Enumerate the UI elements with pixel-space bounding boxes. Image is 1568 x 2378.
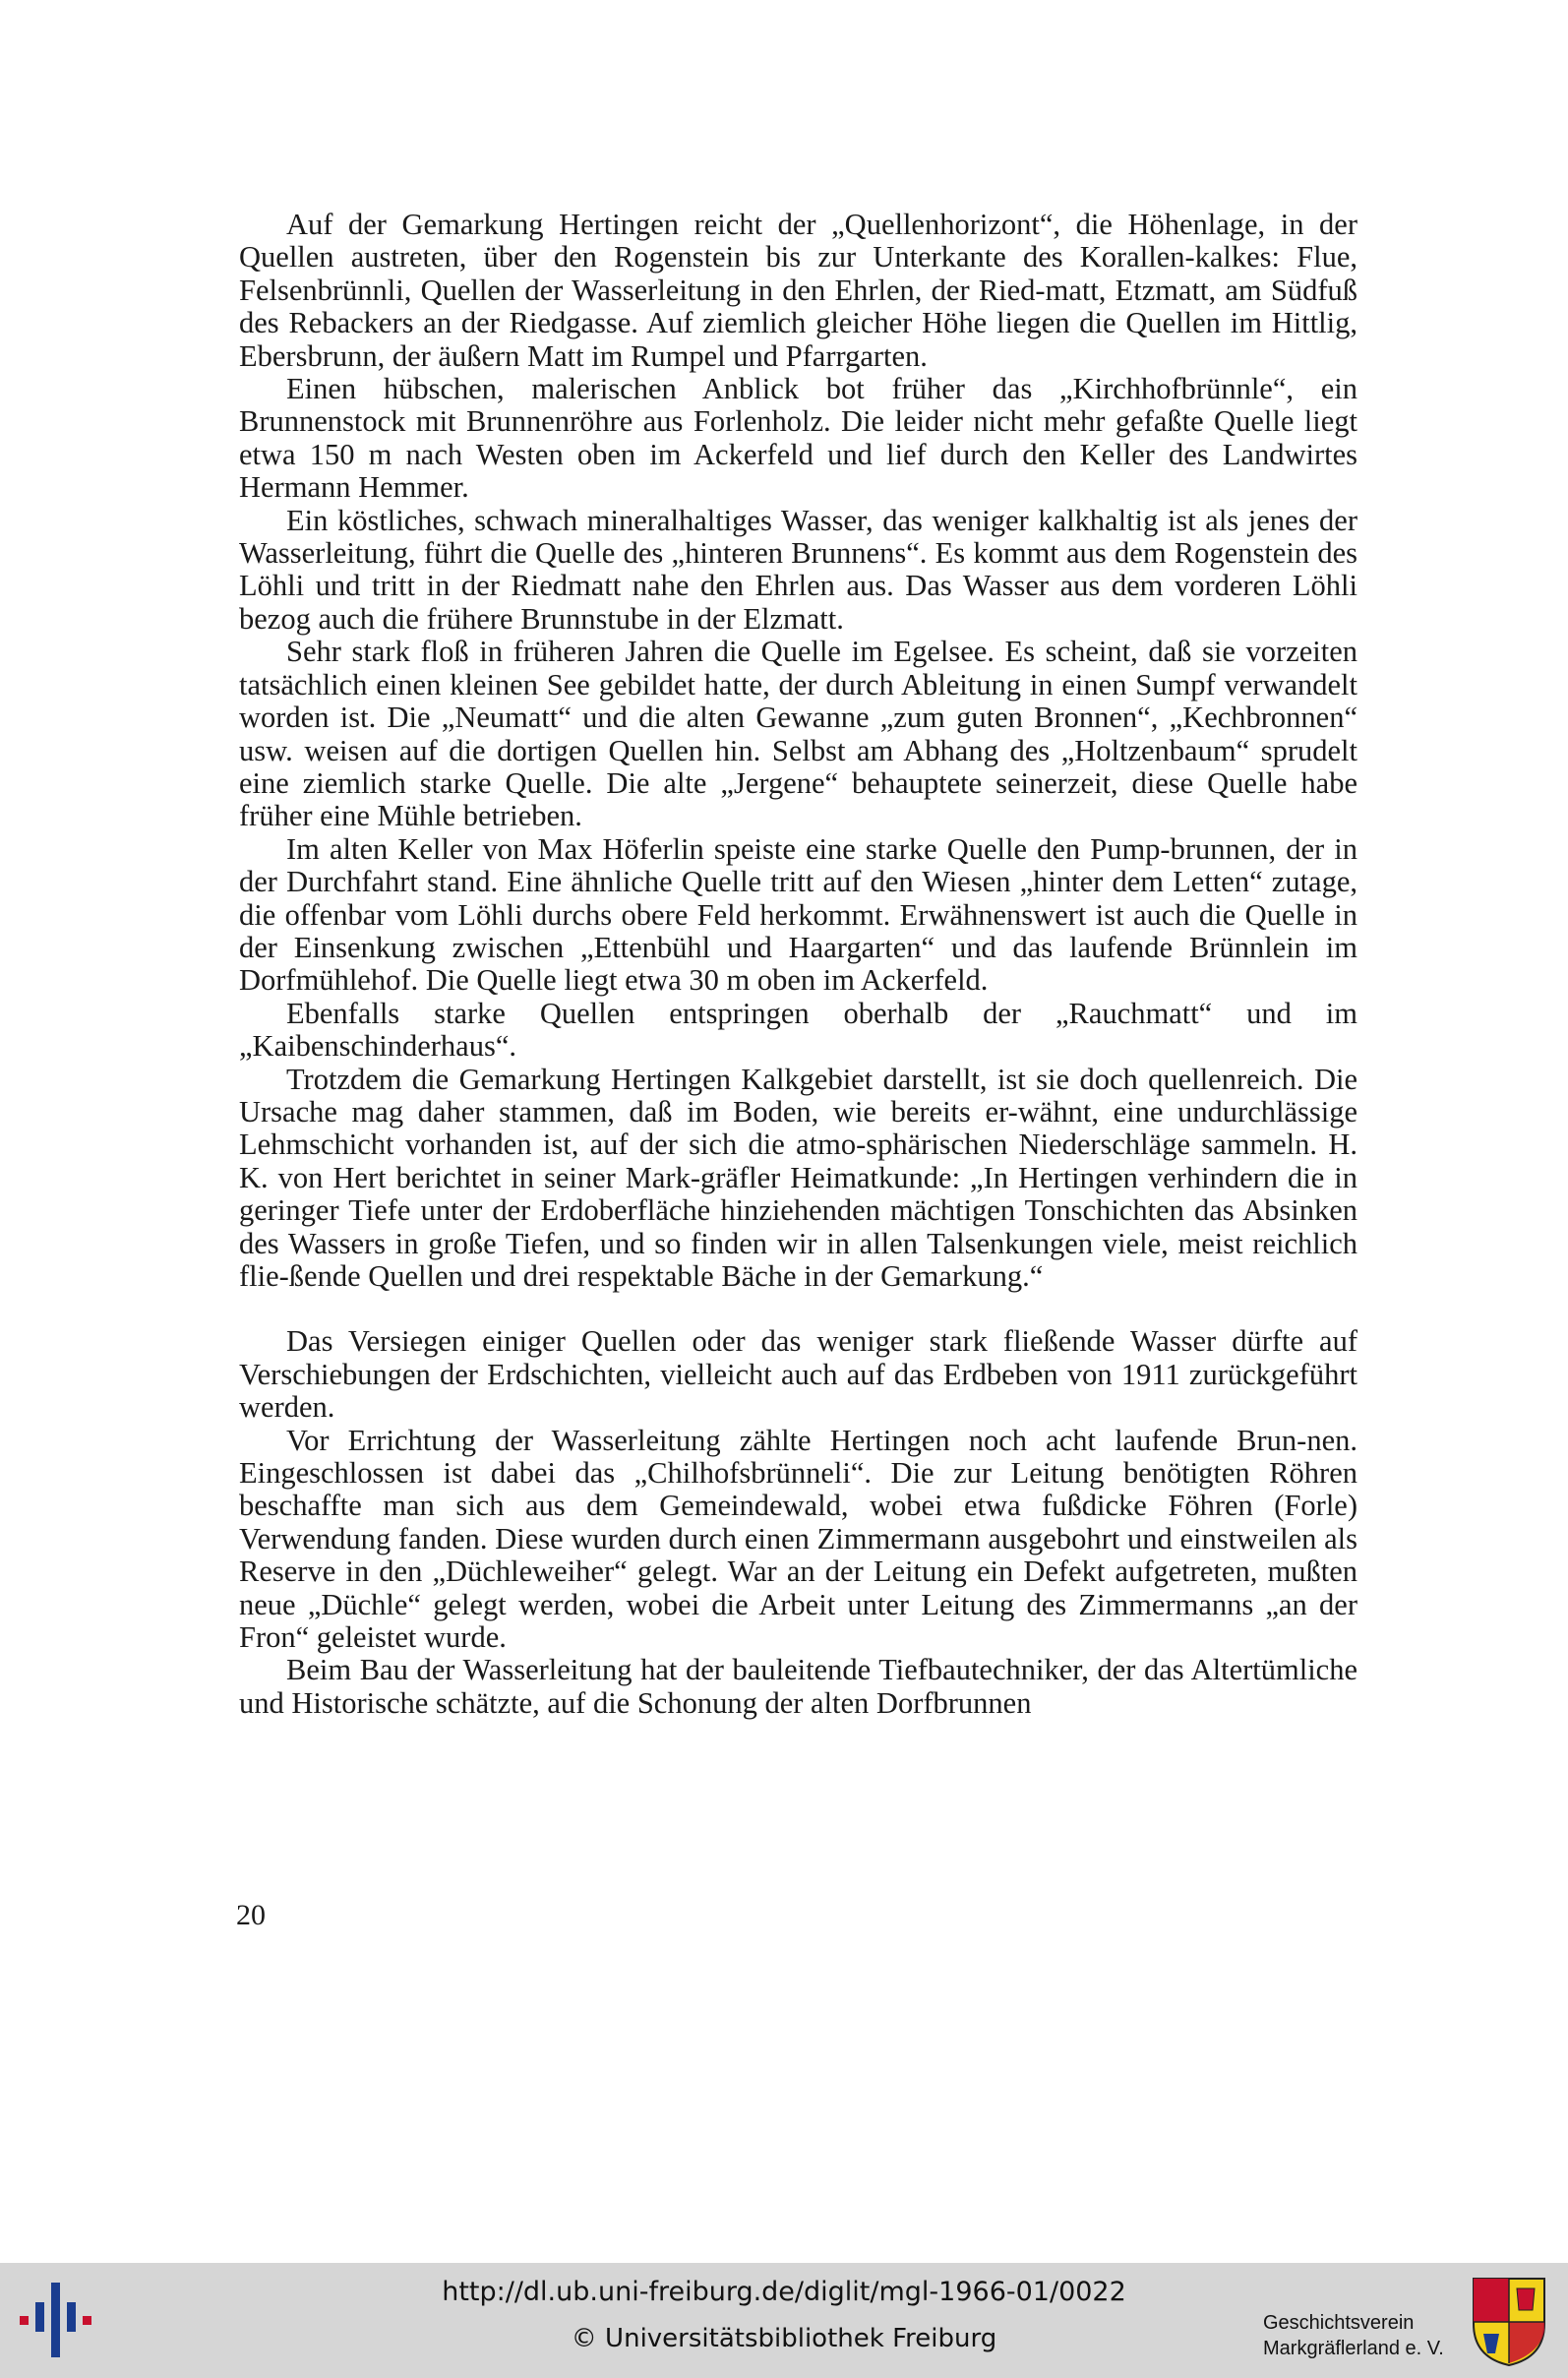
society-line2: Markgräflerland e. V. (1263, 2338, 1444, 2359)
copyright-text: © Universitätsbibliothek Freiburg (571, 2324, 997, 2353)
paragraph: Das Versiegen einiger Quellen oder das weniger stark fließende Wasser dürfte auf Verschiebungen der Erdschichten, vielleicht auch auf das Erdbeben von 1911 zurückgeführt werden. (239, 1324, 1357, 1425)
paragraph: Ebenfalls starke Quellen entspringen oberhalb der „Rauchmatt“ und im „Kaibenschinderhaus“. (239, 996, 1357, 1064)
footer-bar (0, 2263, 1568, 2378)
paragraph: Im alten Keller von Max Höferlin speiste eine starke Quelle den Pump-brunnen, der in der Durchfahrt stand. Eine ähnliche Quelle tritt auf den Wiesen „hinter dem Letten“ zutage, die offenbar vom Löhli durchs obere Feld herkommt. Erwähnenswert ist auch die Quelle in der Einsenkung zwischen „Ettenbühl und Haargarten“ und das laufende Brünnlein im Dorfmühlehof. Die Quelle liegt etwa 30 m oben im Ackerfeld. (239, 831, 1357, 998)
paragraph: Trotzdem die Gemarkung Hertingen Kalkgebiet darstellt, ist sie doch quellenreich. Die Ursache mag daher stammen, daß im Boden, wie bereits er-wähnt, eine undurchlässige Lehmschicht vorhanden ist, auf der sich die atmo-sphärischen Niederschläge sammeln. H. K. von Hert berichtet in seiner Mark-gräfler Heimatkunde: „In Hertingen verhindern die in geringer Tiefe unter der Erdoberfläche hinziehenden mächtigen Tonschichten das Absinken des Wassers in große Tiefen, und so finden wir in allen Talsenkungen viele, meist reichlich flie-ßende Quellen und drei respektable Bäche in der Gemarkung.“ (239, 1062, 1357, 1293)
paragraph: Vor Errichtung der Wasserleitung zählte Hertingen noch acht laufende Brun-nen. Eingeschlossen ist dabei das „Chilhofsbrünneli“. Die zur Leitung benötigten Röhren beschaffte man sich aus dem Gemeindewald, wobei etwa fußdicke Föhren (Forle) Verwendung fanden. Diese wurden durch einen Zimmermann ausgebohrt und einstweilen als Reserve in den „Düchleweiher“ gelegt. War an der Leitung ein Defekt aufgetreten, mußten neue „Düchle“ gelegt werden, wobei die Arbeit unter Leitung des Zimmermanns „an der Fron“ geleistet wurde. (239, 1423, 1357, 1655)
source-url-link[interactable]: http://dl.ub.uni-freiburg.de/diglit/mgl-1966-01/0022 (442, 2277, 1126, 2307)
coat-of-arms-icon[interactable] (1470, 2275, 1548, 2367)
paragraph: Beim Bau der Wasserleitung hat der bauleitende Tiefbautechniker, der das Altertümliche und Historische schätzte, auf die Schonung der alten Dorfbrunnen (239, 1653, 1357, 1720)
paragraph: Sehr stark floß in früheren Jahren die Quelle im Egelsee. Es scheint, daß sie vorzeiten tatsächlich einen kleinen See gebildet hatte, der durch Ableitung in einen Sumpf verwandelt worden ist. Die „Neumatt“ und die alten Gewanne „zum guten Bronnen“, „Kechbronnen“ usw. weisen auf die dortigen Quellen hin. Selbst am Abhang des „Holtzenbaum“ sprudelt eine ziemlich starke Quelle. Die alte „Jergene“ behauptete seinerzeit, diese Quelle habe früher eine Mühle betrieben. (239, 635, 1357, 833)
society-name (1263, 2310, 1479, 2361)
paragraph: Auf der Gemarkung Hertingen reicht der „Quellenhorizont“, die Höhenlage, in der Quellen austreten, über den Rogenstein bis zur Unterkante des Korallen-kalkes: Flue, Felsenbrünnli, Quellen der Wasserleitung in den Ehrlen, der Ried-matt, Etzmatt, am Südfuß des Rebackers an der Riedgasse. Auf ziemlich gleicher Höhe liegen die Quellen im Hittlig, Ebersbrunn, der äußern Matt im Rumpel und Pfarrgarten. (239, 208, 1357, 373)
paragraph: Einen hübschen, malerischen Anblick bot früher das „Kirchhofbrünnle“, ein Brunnenstock mit Brunnenröhre aus Forlenholz. Die leider nicht mehr gefaßte Quelle liegt etwa 150 m nach Westen oben im Ackerfeld und lief durch den Keller des Landwirtes Hermann Hemmer. (239, 372, 1357, 505)
page-number: 20 (236, 1899, 266, 1931)
body-text (239, 209, 1357, 1720)
society-line1: Geschichtsverein (1263, 2312, 1415, 2334)
paragraph: Ein köstliches, schwach mineralhaltiges Wasser, das weniger kalkhaltig ist als jenes der Wasserleitung, führt die Quelle des „hinteren Brunnens“. Es kommt aus dem Rogenstein des Löhli und tritt in der Riedmatt nahe den Ehrlen aus. Das Wasser aus dem vorderen Löhli bezog auch die frühere Brunnstube in der Elzmatt. (239, 503, 1357, 636)
